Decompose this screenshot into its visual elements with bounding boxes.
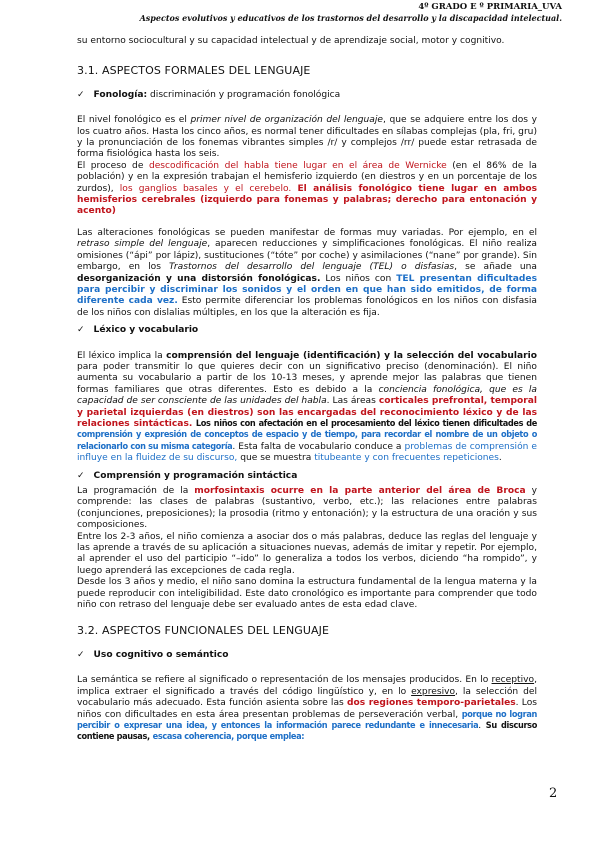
lexico-paragraph: El léxico implica la comprensión del lenguaje (identificación) y la selección del vocabulario para poder transmitir lo que quieres decir con un significativo preciso (denominación). El niño aumenta su vocabulario a partir de los 10-13 meses, y aprende mejor las palabras que tienen formas familiares que otras diferentes. Esto es debido a la conciencia fonológica, que es la capacidad de ser consciente de las unidades del habla. Las áreas corticales prefrontal, temporal y parietal izquierdas (en diestros) son las encargadas del reconocimiento léxico y de las relaciones sintácticas. Los niños con afectación en el procesamiento del léxico tienen dificultades de comprensión y expresión de conceptos de espacio y de tiempo, para recordar el nombre de un objeto o relacionarlo con su misma categoría. Esta falta de vocabulario conduce a problemas de comprensión e influye en la fluidez de su discurso, que se muestra titubeante y con frecuentes repeticiones.: [77, 350, 537, 464]
checkmark-icon: ✓: [77, 649, 85, 660]
subheading-uso: [77, 650, 537, 661]
checkmark-icon: ✓: [77, 325, 85, 336]
section-title-funcional: 3.2. ASPECTOS FUNCIONALES DEL LENGUAJE: [77, 624, 330, 638]
comprension-paragraph-2: Entre los 2-3 años, el niño comienza a asociar dos o más palabras, deduce las reglas del lenguaje y las aprende a través de su aplicación a situaciones nuevas, además de imitar y repetir. Por ejemplo, al aprender el uso del participio “–ido” lo generaliza a todos los verbos, diciendo “ha rompido”, y luego aprenderá las excepciones de cada regla.: [77, 531, 537, 576]
fonologia-paragraph-2: El proceso de descodificación del habla tiene lugar en el área de Wernicke (en el 86% de la población) y en la expresión trabajan el hemisferio izquierdo (en diestros y en un porcentaje de los zurdos), los ganglios basales y el cerebelo. El análisis fonológico tiene lugar en ambos hemisferios cerebrales (izquierdo para fonemas y palabras; derecho para entonación y acento): [77, 160, 537, 217]
subheading-comprension-text: Comprensión y programación sintáctica: [93, 470, 298, 481]
page-body: [77, 36, 537, 744]
subheading-fonologia-text: Fonología: discriminación y programación fonológica: [93, 89, 341, 100]
section-title-formal: 3.1. ASPECTOS FORMALES DEL LENGUAJE: [77, 64, 311, 78]
subheading-uso-text: Uso cognitivo o semántico: [93, 649, 229, 660]
comprension-paragraph-3: Desde los 3 años y medio, el niño sano domina la estructura fundamental de la lengua materna y la puede reproducir con inteligibilidad. Este dato cronológico es importante para comprender que todo niño con retraso del lenguaje debe ser evaluado antes de esta edad clave.: [77, 577, 537, 611]
subheading-lexico: [77, 325, 537, 336]
intro-text: su entorno sociocultural y su capacidad intelectual y de aprendizaje social, motor y cognitivo.: [77, 36, 505, 46]
comprension-paragraph-1: La programación de la morfosintaxis ocurre en la parte anterior del área de Broca y comprende: las clases de palabras (sustantivo, verbo, etc.); las relaciones entre palabras (conjunciones, preposiciones); la prosodia (ritmo y entonación); y la estructura de una oración y sus composiciones.: [77, 486, 537, 531]
page-number: 2: [549, 786, 558, 801]
checkmark-icon: ✓: [77, 470, 85, 481]
checkmark-icon: ✓: [77, 89, 85, 100]
subheading-comprension: [77, 471, 537, 482]
subheading-lexico-text: Léxico y vocabulario: [93, 325, 199, 336]
fonologia-paragraph-3: Las alteraciones fonológicas se pueden manifestar de formas muy variadas. Por ejemplo, en el retraso simple del lenguaje, aparecen reducciones y simplificaciones fonológicas. El niño realiza omisiones (“ápi” por lápiz), sustituciones (“tóte” por coche) y asimilaciones (“nane” por grande). Sin embargo, en los Trastornos del desarrollo del lenguaje (TEL) o disfasias, se añade una desorganización y una distorsión fonológicas. Los niños con TEL presentan dificultades para percibir y discriminar los sonidos y el orden en que han sido emitidos, de forma diferente cada vez. Esto permite diferenciar los problemas fonológicos en los niños con disfasia de los niños con dislalias múltiples, en los que la alteración es fija.: [77, 227, 538, 318]
subheading-fonologia: [77, 90, 537, 101]
header-subtitle: Aspectos evolutivos y educativos de los trastornos del desarrollo y la discapacidad intelectual.: [139, 13, 562, 23]
header-course: 4º GRADO E º PRIMARIA_UVA: [418, 2, 562, 12]
uso-paragraph: La semántica se refiere al significado o representación de los mensajes producidos. En lo receptivo, implica extraer el significado a través del código lingüístico y, en lo expresivo, la selección del vocabulario más adecuado. Esta función asienta sobre las dos regiones temporo-parietales. Los niños con dificultades en esta área presentan problemas de perseveración verbal, porque no logran percibir o expresar una idea, y entonces la información parece redundante e innecesaria. Su discurso contiene pausas, escasa coherencia, porque emplea:: [77, 675, 537, 743]
fonologia-paragraph-1: El nivel fonológico es el primer nivel de organización del lenguaje, que se adquiere entre los dos y los cuatro años. Hasta los cinco años, es normal tener dificultades en sílabas complejas (pla, fri, gru) y la pronunciación de los fonemas vibrantes simples /r/ y complejos /rr/ puede estar retrasada de forma fisiológica hasta los seis.: [77, 115, 537, 160]
